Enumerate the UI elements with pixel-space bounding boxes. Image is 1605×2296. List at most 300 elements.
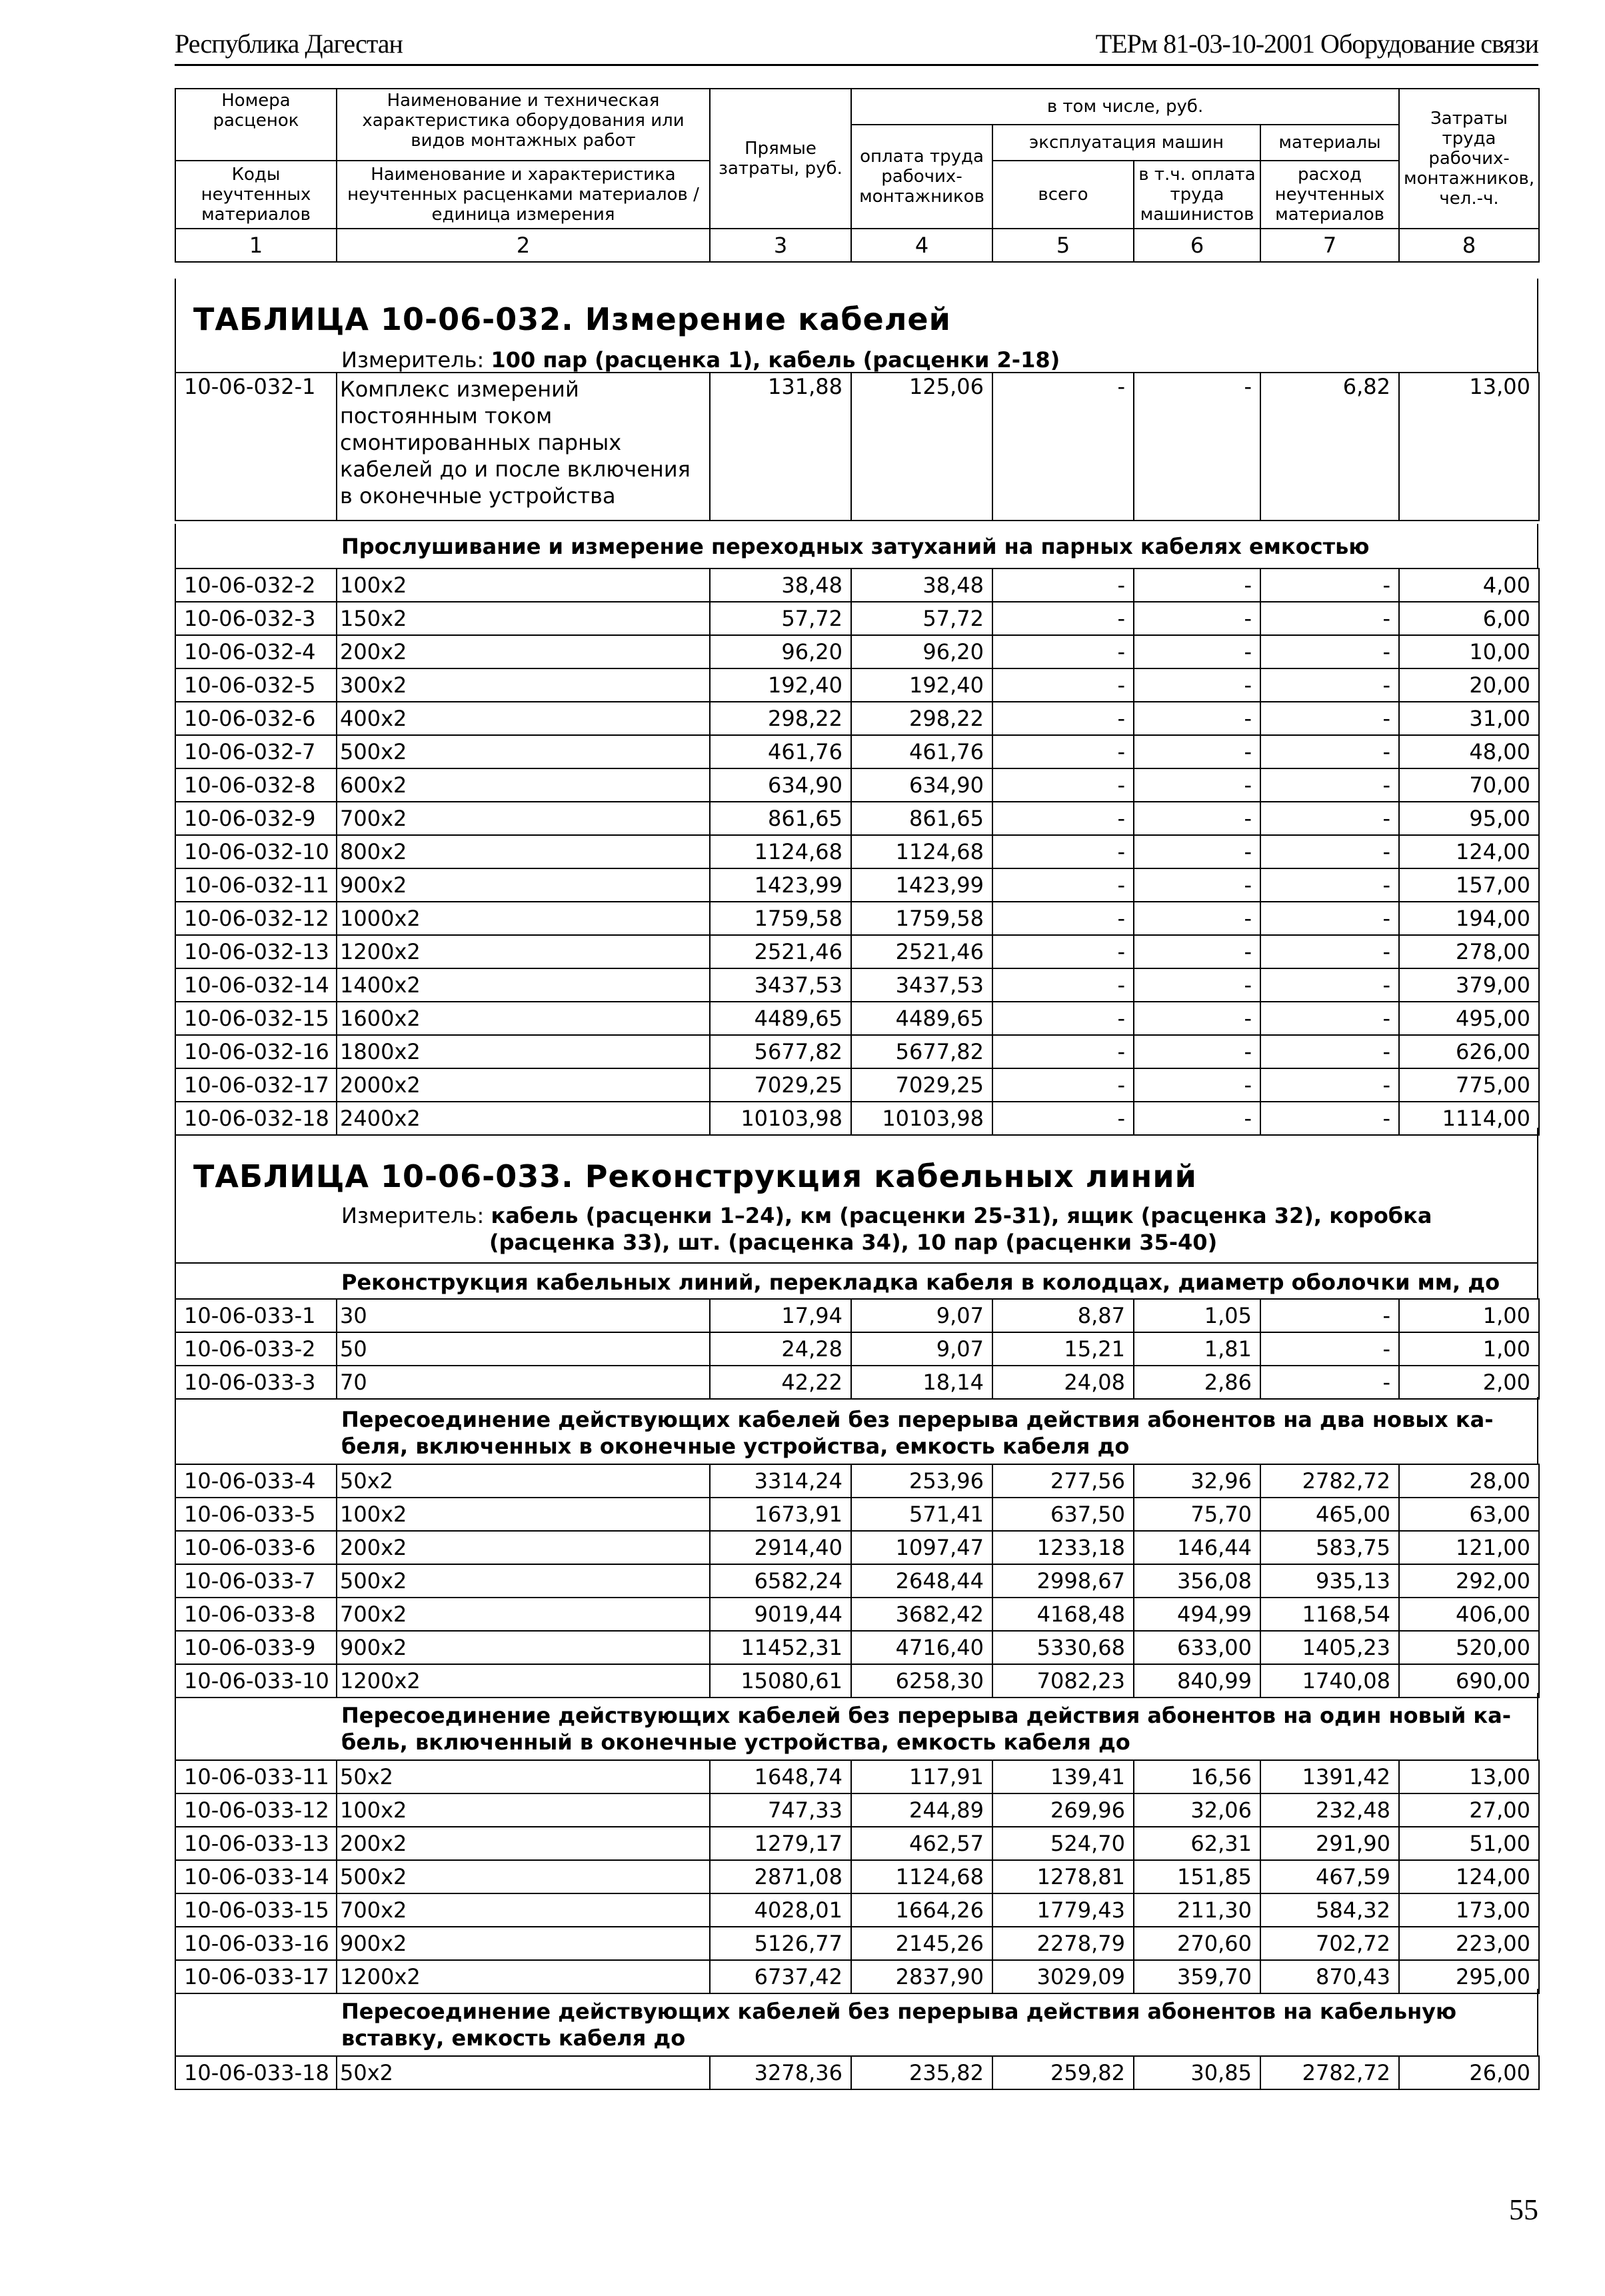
row-cell: -	[1134, 835, 1260, 868]
table-row	[175, 1598, 1539, 1631]
row-cell: 3029,09	[992, 1960, 1134, 1993]
row-cell: 1673,91	[710, 1498, 851, 1531]
row-cell: 10103,98	[851, 1102, 992, 1135]
header-c1a: Номера расценок	[175, 89, 337, 161]
row-name: 700x2	[337, 802, 710, 835]
row-cell: 461,76	[851, 735, 992, 768]
row-cell: 2521,46	[710, 935, 851, 968]
table-row	[175, 569, 1539, 602]
row-cell: 26,00	[1399, 2056, 1539, 2089]
row-cell: 462,57	[851, 1827, 992, 1860]
row-cell: 1759,58	[851, 902, 992, 935]
row-name: 50	[337, 1332, 710, 1366]
row-cell: 269,96	[992, 1793, 1134, 1827]
row-code: 10-06-032-15	[175, 1002, 337, 1035]
row-code: 10-06-033-6	[175, 1531, 337, 1564]
row-cell: 16,56	[1134, 1760, 1260, 1793]
row-name: 1200x2	[337, 1664, 710, 1698]
row-cell: 1114,00	[1399, 1102, 1539, 1135]
table033-title: ТАБЛИЦА 10-06-033. Реконструкция кабельных линий	[193, 1158, 1197, 1194]
row-cell: 42,22	[710, 1366, 851, 1399]
row-name: 70	[337, 1366, 710, 1399]
row-code: 10-06-033-17	[175, 1960, 337, 1993]
row-cell: 192,40	[710, 668, 851, 702]
row-cell: 747,33	[710, 1793, 851, 1827]
row-cell: 146,44	[1134, 1531, 1260, 1564]
row-cell: 2648,44	[851, 1564, 992, 1598]
row-name: 700x2	[337, 1598, 710, 1631]
row-cell: 4489,65	[710, 1002, 851, 1035]
row-cell: 1097,47	[851, 1531, 992, 1564]
row-cell: 634,90	[851, 768, 992, 802]
row-cell: 4168,48	[992, 1598, 1134, 1631]
row-code: 10-06-033-7	[175, 1564, 337, 1598]
row-cell: 295,00	[1399, 1960, 1539, 1993]
row-cell: -	[992, 1102, 1134, 1135]
row-cell: 5126,77	[710, 1927, 851, 1960]
table033-body-c	[175, 1760, 1539, 1993]
row-cell: -	[1260, 735, 1399, 768]
row-cell: -	[992, 702, 1134, 735]
row-cell: 48,00	[1399, 735, 1539, 768]
row-cell: 292,00	[1399, 1564, 1539, 1598]
row-cell: 10,00	[1399, 635, 1539, 668]
group-d-line-1: Пересоединение действующих кабелей без перерыва действия абонентов на кабельную	[341, 1999, 1457, 2024]
row-name: 1400x2	[337, 968, 710, 1002]
measure-label: Измеритель:	[341, 347, 485, 373]
row-cell: 13,00	[1399, 1760, 1539, 1793]
header-c2b: Наименование и характеристика неучтенных расценками материалов / единица измерения	[337, 161, 710, 229]
row-cell: 1648,74	[710, 1760, 851, 1793]
row-cell: 1124,68	[710, 835, 851, 868]
row-code: 10-06-033-3	[175, 1366, 337, 1399]
row-code: 10-06-032-5	[175, 668, 337, 702]
row-cell: -	[1134, 735, 1260, 768]
row-cell: -	[992, 968, 1134, 1002]
row-cell: -	[992, 735, 1134, 768]
row-code: 10-06-032-17	[175, 1068, 337, 1102]
table-row	[175, 835, 1539, 868]
row-cell: 2914,40	[710, 1531, 851, 1564]
row-cell: 2521,46	[851, 935, 992, 968]
row-name: 2000x2	[337, 1068, 710, 1102]
row-cell: 4028,01	[710, 1893, 851, 1927]
row-name: 1200x2	[337, 1960, 710, 1993]
row-cell: 4,00	[1399, 569, 1539, 602]
row-cell: -	[992, 868, 1134, 902]
col-num-5: 5	[992, 229, 1134, 262]
row-cell: 194,00	[1399, 902, 1539, 935]
row-cell: 253,96	[851, 1464, 992, 1498]
row-cell: 51,00	[1399, 1827, 1539, 1860]
row-cell: 32,06	[1134, 1793, 1260, 1827]
row-cell: -	[992, 802, 1134, 835]
row-cell: 494,99	[1134, 1598, 1260, 1631]
row-name: 300x2	[337, 668, 710, 702]
row-name: 50x2	[337, 1760, 710, 1793]
row-cell: 18,14	[851, 1366, 992, 1399]
col-num-1: 1	[175, 229, 337, 262]
row-cell: -	[1260, 868, 1399, 902]
row-cell: 2782,72	[1260, 2056, 1399, 2089]
row-code: 10-06-033-8	[175, 1598, 337, 1631]
header-c7a: материалы	[1260, 125, 1399, 161]
group-b-line-1: Пересоединение действующих кабелей без перерыва действия абонентов на два новых ка-	[341, 1407, 1494, 1432]
row-cell: 259,82	[992, 2056, 1134, 2089]
col-num-2: 2	[337, 229, 710, 262]
table-row	[175, 1531, 1539, 1564]
table-row	[175, 373, 1539, 521]
row-code: 10-06-033-1	[175, 1299, 337, 1332]
row-cell: 7082,23	[992, 1664, 1134, 1698]
row-code: 10-06-032-14	[175, 968, 337, 1002]
header-machines: эксплуатация машин	[992, 125, 1260, 161]
table-row	[175, 902, 1539, 935]
row-cell: -	[1134, 1068, 1260, 1102]
row-cell: 1124,68	[851, 835, 992, 868]
row-cell: 232,48	[1260, 1793, 1399, 1827]
row-cell: 30,85	[1134, 2056, 1260, 2089]
row-cell: -	[992, 768, 1134, 802]
table-row	[175, 1760, 1539, 1793]
measure-value-1: кабель (расценки 1–24), км (расценки 25-31), ящик (расценка 32), коробка	[491, 1203, 1432, 1228]
row-cell: -	[992, 902, 1134, 935]
row-cell: 15080,61	[710, 1664, 851, 1698]
group-d-line-2: вставку, емкость кабеля до	[341, 2025, 686, 2051]
table-row	[175, 702, 1539, 735]
row-cell: 1168,54	[1260, 1598, 1399, 1631]
table-row	[175, 735, 1539, 768]
row-cell: 157,00	[1399, 868, 1539, 902]
row-name: 900x2	[337, 1927, 710, 1960]
row-cell: -	[1134, 902, 1260, 935]
page-number: 55	[1509, 2193, 1538, 2226]
row-name: 500x2	[337, 735, 710, 768]
row-cell: 270,60	[1134, 1927, 1260, 1960]
table-row	[175, 1332, 1539, 1366]
row-cell: 57,72	[710, 602, 851, 635]
row-name: 500x2	[337, 1564, 710, 1598]
row-code: 10-06-033-9	[175, 1631, 337, 1664]
row-cell: -	[1134, 668, 1260, 702]
row-name: Комплекс измерений постоянным током смонтированных парных кабелей до и после включения в оконечные устройства	[337, 373, 710, 521]
table-row	[175, 1366, 1539, 1399]
row-cell: -	[992, 668, 1134, 702]
row-name: 50x2	[337, 2056, 710, 2089]
row-cell: 5677,82	[710, 1035, 851, 1068]
row-cell: -	[1260, 668, 1399, 702]
header-c3: Прямые затраты, руб.	[710, 89, 851, 229]
table-row	[175, 2056, 1539, 2089]
row-cell: 70,00	[1399, 768, 1539, 802]
row-cell: 9019,44	[710, 1598, 851, 1631]
row-cell: 6258,30	[851, 1664, 992, 1698]
row-cell: 2145,26	[851, 1927, 992, 1960]
row-name: 200x2	[337, 635, 710, 668]
table-row	[175, 1927, 1539, 1960]
row-cell: -	[1260, 1366, 1399, 1399]
group-c-line-1: Пересоединение действующих кабелей без перерыва действия абонентов на один новый ка-	[341, 1703, 1511, 1728]
table-row	[175, 1860, 1539, 1893]
row-cell: 277,56	[992, 1464, 1134, 1498]
row-cell: 38,48	[710, 569, 851, 602]
table032-title: ТАБЛИЦА 10-06-032. Измерение кабелей	[193, 301, 951, 337]
row-cell: -	[1134, 935, 1260, 968]
row-cell: 223,00	[1399, 1927, 1539, 1960]
row-cell: 379,00	[1399, 968, 1539, 1002]
row-name: 1600x2	[337, 1002, 710, 1035]
row-code: 10-06-033-2	[175, 1332, 337, 1366]
table033-rows-c	[175, 1759, 1540, 1994]
row-cell: 20,00	[1399, 668, 1539, 702]
row-cell: 406,00	[1399, 1598, 1539, 1631]
row-cell: 32,96	[1134, 1464, 1260, 1498]
table033-group-b	[341, 1406, 1521, 1460]
row-cell: -	[1134, 1002, 1260, 1035]
row-cell: 8,87	[992, 1299, 1134, 1332]
group-b-line-2: беля, включенных в оконечные устройства, емкость кабеля до	[341, 1434, 1130, 1459]
row-cell: -	[1260, 1068, 1399, 1102]
row-name: 100x2	[337, 569, 710, 602]
row-name: 1000x2	[337, 902, 710, 935]
row-cell: 291,90	[1260, 1827, 1399, 1860]
table033-measure-cont: (расценка 33), шт. (расценка 34), 10 пар (расценки 35-40)	[489, 1230, 1218, 1255]
row-code: 10-06-033-5	[175, 1498, 337, 1531]
row-cell: 2,00	[1399, 1366, 1539, 1399]
row-cell: -	[1134, 868, 1260, 902]
row-code: 10-06-032-4	[175, 635, 337, 668]
col-num-3: 3	[710, 229, 851, 262]
row-cell: 467,59	[1260, 1860, 1399, 1893]
row-code: 10-06-032-18	[175, 1102, 337, 1135]
row-cell: 5330,68	[992, 1631, 1134, 1664]
row-cell: 63,00	[1399, 1498, 1539, 1531]
row-cell: 584,32	[1260, 1893, 1399, 1927]
row-cell: 6,00	[1399, 602, 1539, 635]
row-cell: -	[992, 635, 1134, 668]
row-cell: -	[1134, 768, 1260, 802]
row-code: 10-06-033-16	[175, 1927, 337, 1960]
header-document-code: ТЕРм 81-03-10-2001 Оборудование связи	[1095, 29, 1538, 59]
row-name: 200x2	[337, 1827, 710, 1860]
table033-body-d	[175, 2056, 1539, 2089]
row-cell: -	[1134, 635, 1260, 668]
row-cell: 121,00	[1399, 1531, 1539, 1564]
table-row	[175, 1464, 1539, 1498]
row-cell: 13,00	[1399, 373, 1539, 521]
row-name: 900x2	[337, 1631, 710, 1664]
row-cell: 571,41	[851, 1498, 992, 1531]
row-cell: 1233,18	[992, 1531, 1134, 1564]
row-code: 10-06-032-7	[175, 735, 337, 768]
row-cell: 173,00	[1399, 1893, 1539, 1927]
row-name: 2400x2	[337, 1102, 710, 1135]
row-cell: 15,21	[992, 1332, 1134, 1366]
row-cell: 5677,82	[851, 1035, 992, 1068]
row-cell: -	[1134, 702, 1260, 735]
row-cell: -	[1260, 1035, 1399, 1068]
row-cell: 1,00	[1399, 1332, 1539, 1366]
row-cell: 278,00	[1399, 935, 1539, 968]
row-cell: 1779,43	[992, 1893, 1134, 1927]
row-cell: 775,00	[1399, 1068, 1539, 1102]
header-c8: Затраты труда рабочих-монтажников, чел.-ч.	[1399, 89, 1539, 229]
table033-group-c	[341, 1702, 1521, 1755]
table033-rows-a	[175, 1298, 1540, 1400]
row-cell: 10103,98	[710, 1102, 851, 1135]
row-cell: 3682,42	[851, 1598, 992, 1631]
row-cell: -	[1134, 802, 1260, 835]
row-code: 10-06-032-8	[175, 768, 337, 802]
row-cell: 6,82	[1260, 373, 1399, 521]
row-cell: -	[992, 373, 1134, 521]
row-cell: 1759,58	[710, 902, 851, 935]
table-row	[175, 1002, 1539, 1035]
table033-measure	[341, 1202, 1521, 1229]
row-cell: -	[1260, 1002, 1399, 1035]
row-cell: -	[1260, 835, 1399, 868]
row-cell: -	[1260, 968, 1399, 1002]
header-c2a: Наименование и техническая характеристика оборудования или видов монтажных работ	[337, 89, 710, 161]
row-cell: 139,41	[992, 1760, 1134, 1793]
table-row	[175, 1299, 1539, 1332]
header-c5: всего	[992, 161, 1134, 229]
table-row	[175, 768, 1539, 802]
row-name: 600x2	[337, 768, 710, 802]
row-cell: 1,05	[1134, 1299, 1260, 1332]
row-cell: 1278,81	[992, 1860, 1134, 1893]
header-rule	[175, 64, 1538, 66]
row-cell: -	[1260, 935, 1399, 968]
row-cell: 1279,17	[710, 1827, 851, 1860]
row-code: 10-06-032-9	[175, 802, 337, 835]
header-c1b: Коды неучтенных материалов	[175, 161, 337, 229]
row-cell: 3437,53	[851, 968, 992, 1002]
row-cell: -	[992, 569, 1134, 602]
row-cell: 62,31	[1134, 1827, 1260, 1860]
row-name: 50x2	[337, 1464, 710, 1498]
row-code: 10-06-032-3	[175, 602, 337, 635]
row-name: 30	[337, 1299, 710, 1332]
row-cell: 465,00	[1260, 1498, 1399, 1531]
header-in-total: в том числе, руб.	[851, 89, 1399, 125]
row-cell: 2782,72	[1260, 1464, 1399, 1498]
row-name: 150x2	[337, 602, 710, 635]
row-cell: 461,76	[710, 735, 851, 768]
row-cell: 298,22	[710, 702, 851, 735]
row-cell: 583,75	[1260, 1531, 1399, 1564]
row-code: 10-06-032-2	[175, 569, 337, 602]
row-name: 700x2	[337, 1893, 710, 1927]
row-cell: -	[992, 1068, 1134, 1102]
row-cell: 2871,08	[710, 1860, 851, 1893]
row-cell: 3314,24	[710, 1464, 851, 1498]
row-cell: 298,22	[851, 702, 992, 735]
col-num-6: 6	[1134, 229, 1260, 262]
row-cell: -	[1260, 602, 1399, 635]
row-cell: 870,43	[1260, 1960, 1399, 1993]
row-cell: 235,82	[851, 2056, 992, 2089]
row-cell: 633,00	[1134, 1631, 1260, 1664]
row-cell: -	[1134, 1035, 1260, 1068]
row-cell: 1664,26	[851, 1893, 992, 1927]
table-row	[175, 802, 1539, 835]
table-row	[175, 1893, 1539, 1927]
row-cell: 57,72	[851, 602, 992, 635]
row-cell: 96,20	[710, 635, 851, 668]
row-cell: 495,00	[1399, 1002, 1539, 1035]
row-cell: 192,40	[851, 668, 992, 702]
measure-label: Измеритель:	[341, 1203, 485, 1228]
row-cell: 31,00	[1399, 702, 1539, 735]
row-cell: 637,50	[992, 1498, 1134, 1531]
row-cell: 24,28	[710, 1332, 851, 1366]
row-cell: 3278,36	[710, 2056, 851, 2089]
row-cell: 935,13	[1260, 1564, 1399, 1598]
row-name: 1200x2	[337, 935, 710, 968]
col-num-4: 4	[851, 229, 992, 262]
row-cell: 6737,42	[710, 1960, 851, 1993]
row-code: 10-06-033-4	[175, 1464, 337, 1498]
row-code: 10-06-032-11	[175, 868, 337, 902]
measure-value: 100 пар (расценка 1), кабель (расценки 2-18)	[491, 347, 1060, 373]
row-code: 10-06-032-16	[175, 1035, 337, 1068]
row-cell: -	[1260, 1102, 1399, 1135]
row-cell: 11452,31	[710, 1631, 851, 1664]
row-cell: 1124,68	[851, 1860, 992, 1893]
table033-group-d	[341, 1998, 1521, 2051]
table-row	[175, 1102, 1539, 1135]
row-cell: 359,70	[1134, 1960, 1260, 1993]
row-cell: -	[1134, 373, 1260, 521]
row-cell: 2278,79	[992, 1927, 1134, 1960]
header-c7b: расход неучтенных материалов	[1260, 161, 1399, 229]
row-cell: -	[1260, 768, 1399, 802]
row-cell: 125,06	[851, 373, 992, 521]
row-cell: 7029,25	[710, 1068, 851, 1102]
row-cell: 1740,08	[1260, 1664, 1399, 1698]
row-cell: 28,00	[1399, 1464, 1539, 1498]
row-cell: -	[1260, 569, 1399, 602]
row-code: 10-06-032-10	[175, 835, 337, 868]
table-row	[175, 1827, 1539, 1860]
table032-rows	[175, 568, 1540, 1136]
column-header-table	[175, 88, 1540, 263]
table032-group-title: Прослушивание и измерение переходных затуханий на парных кабелях емкостью	[341, 534, 1370, 559]
row-code: 10-06-032-6	[175, 702, 337, 735]
row-cell: 211,30	[1134, 1893, 1260, 1927]
table-row	[175, 1564, 1539, 1598]
table-row	[175, 868, 1539, 902]
row-cell: 1,00	[1399, 1299, 1539, 1332]
table-row	[175, 635, 1539, 668]
row-cell: 520,00	[1399, 1631, 1539, 1664]
row-code: 10-06-033-10	[175, 1664, 337, 1698]
row-cell: -	[1260, 1332, 1399, 1366]
row-cell: -	[1134, 1102, 1260, 1135]
table032-measure	[341, 347, 1060, 373]
table-row	[175, 1068, 1539, 1102]
row-cell: -	[1260, 1299, 1399, 1332]
col-num-7: 7	[1260, 229, 1399, 262]
row-cell: 702,72	[1260, 1927, 1399, 1960]
row-cell: -	[1134, 569, 1260, 602]
table-row	[175, 1498, 1539, 1531]
row-name: 200x2	[337, 1531, 710, 1564]
table033-rows-b	[175, 1464, 1540, 1698]
table-row	[175, 1631, 1539, 1664]
table-row	[175, 668, 1539, 702]
